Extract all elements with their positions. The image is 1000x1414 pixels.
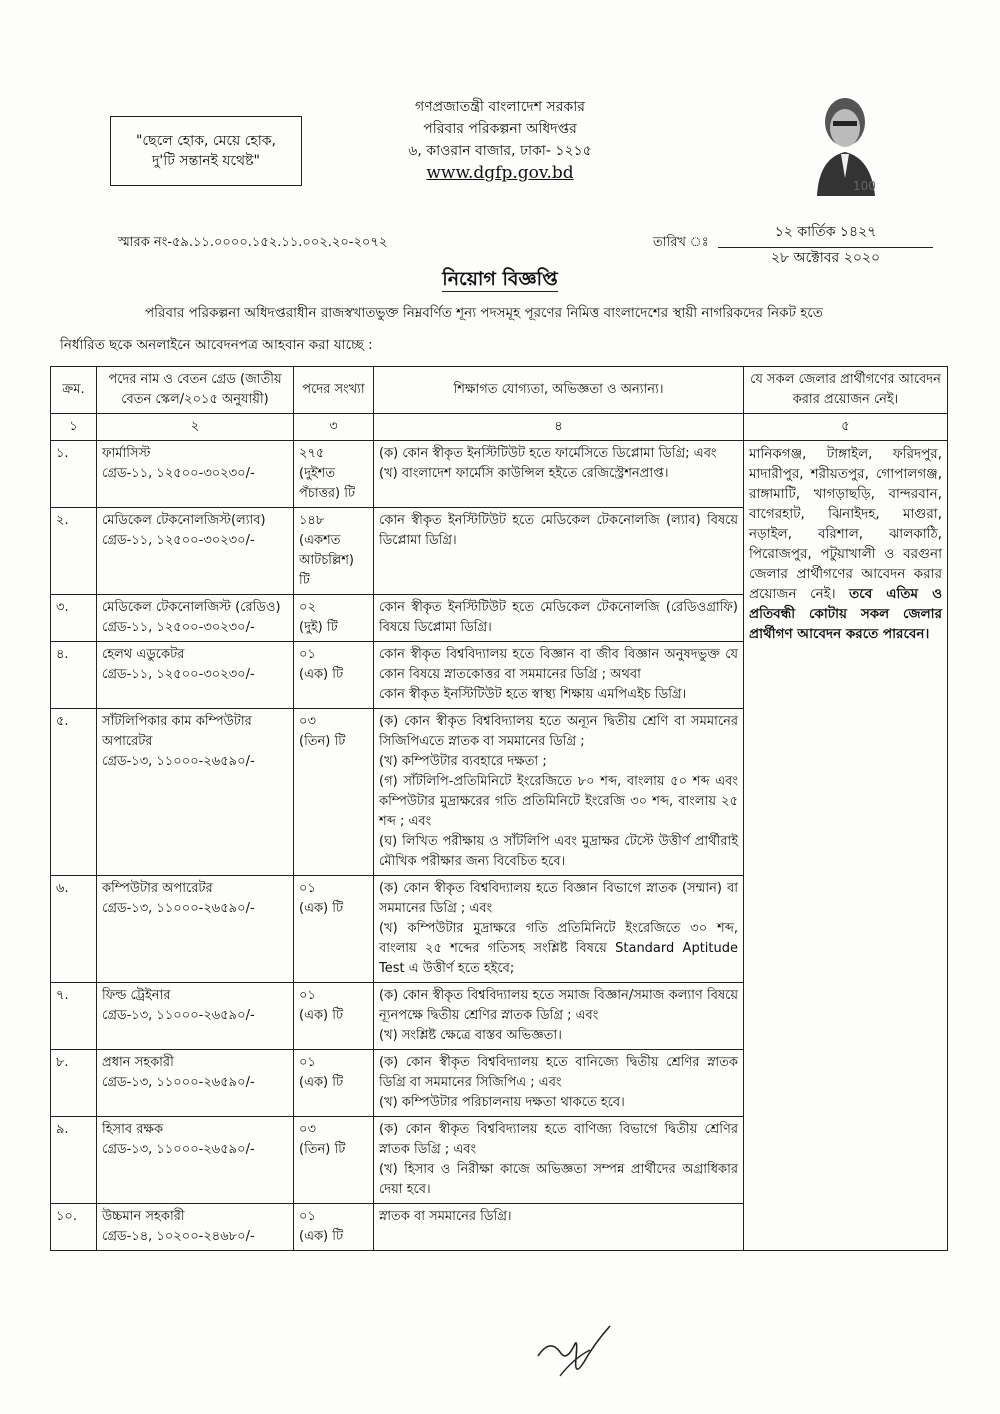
qualification-line: (খ) বাংলাদেশ ফার্মেসি কাউন্সিল হইতে রেজিস্ট্রেশনপ্রাপ্ত। [379,466,669,481]
qualification-line: (ক) কোন স্বীকৃত বিশ্ববিদ্যালয় হতে বাণিজ্য বিভাগে দ্বিতীয় শ্রেণির স্নাতক ডিগ্রি ; এবং [379,1122,738,1157]
row-post [97,876,294,983]
post-count-line: ১৪৮ [299,513,325,528]
column-number: ২ [97,414,294,441]
table-header-row [51,367,948,414]
header-government: গণপ্রজাতন্ত্রী বাংলাদেশ সরকার [415,99,585,115]
post-count-line: ০৩ [299,714,316,729]
row-qualification [374,642,744,709]
row-post [97,1050,294,1117]
row-qualification [374,441,744,508]
row-qualification [374,1204,744,1251]
slogan-line-1: "ছেলে হোক, মেয়ে হোক, [135,133,277,149]
post-name: মেডিকেল টেকনোলজিস্ট(ল্যাব) [102,513,266,528]
date-label: তারিখ ঃ [653,235,709,250]
header-post-grade: পদের নাম ও বেতন গ্রেড (জাতীয় বেতন স্কেল/২০১৫ অনুযায়ী) [97,367,294,414]
excluded-districts-cell [744,441,948,1251]
qualification-line: (ক) কোন স্বীকৃত ইনস্টিটিউট হতে ফার্মেসিতে ডিপ্লোমা ডিগ্রি; এবং [379,446,717,461]
pay-grade: গ্রেড-১১, ১২৫০০-৩০২৩০/- [102,667,255,682]
row-qualification [374,983,744,1050]
qualification-line: (ঘ) লিখিত পরীক্ষায় ও সাঁটলিপি এবং মুদ্রাক্ষর টেস্টে উত্তীর্ণ প্রার্থীরাই মৌখিক পরীক্ষার জন্য বিবেচিত হবে। [379,834,738,869]
header-post-count: পদের সংখ্যা [294,367,374,414]
row-serial: ৩. [51,595,97,642]
row-post [97,983,294,1050]
row-count [294,595,374,642]
column-number: ৩ [294,414,374,441]
quota-note: তবে এতিম ও প্রতিবন্ধী কোটায় সকল জেলার প্রার্থীগণ আবেদন করতে পারবেন। [749,586,943,642]
qualification-line: (খ) সংশ্লিষ্ট ক্ষেত্রে বাস্তব অভিজ্ঞতা। [379,1028,562,1043]
post-count-line: টি [299,573,310,588]
row-count [294,642,374,709]
row-qualification [374,709,744,876]
post-count-line: (তিন) টি [299,1142,346,1157]
signature [530,1318,620,1388]
post-name: হেলথ এডুকেটর [102,647,185,662]
post-count-line: (এক) টি [299,901,344,916]
qualification-line: কোন স্বীকৃত ইনস্টিটিউট হতে মেডিকেল টেকনোলজি (রেডিওগ্রাফি) বিষয়ে ডিপ্লোমা ডিগ্রি। [379,600,738,635]
row-post [97,1204,294,1251]
row-count [294,1204,374,1251]
post-count-line: ০৩ [299,1122,316,1137]
post-count-line: ২৭৫ [299,446,325,461]
post-count-line: (দুই) টি [299,620,338,635]
intro-line-1: পরিবার পরিকল্পনা অধিদপ্তরাধীন রাজস্বখাতভুক্ত নিম্নবর্ণিত শূন্য পদসমূহ পূরণের নিমিত্ত বাংলাদেশের স্থায়ী নাগরিকদের নিকট হতে [145,305,823,321]
post-name: প্রধান সহকারী [102,1055,174,1070]
row-serial: ৭. [51,983,97,1050]
intro-line-2: নির্ধারিত ছকে অনলাইনে আবেদনপত্র আহবান করা যাচ্ছে : [60,337,373,353]
row-serial: ৪. [51,642,97,709]
row-count [294,1050,374,1117]
post-count-line: ০১ [299,881,316,896]
post-name: সাঁটলিপিকার কাম কম্পিউটার অপারেটর [102,714,252,749]
header-website-link[interactable]: www.dgfp.gov.bd [426,163,574,183]
qualification-line: কোন স্বীকৃত বিশ্ববিদ্যালয় হতে বিজ্ঞান বা জীব বিজ্ঞান অনুষদভুক্ত যে কোন বিষয়ে স্নাতকোত্তর বা সমমানের ডিগ্রি ; অথবা [379,647,738,682]
qualification-line: কোন স্বীকৃত ইনস্টিটিউট হতে স্বাস্থ্য শিক্ষায় এমপিএইচ ডিগ্রি। [379,687,687,702]
slogan-line-2: দু'টি সন্তানই যথেষ্ট" [152,153,260,169]
row-qualification [374,595,744,642]
pay-grade: গ্রেড-১১, ১২৫০০-৩০২৩০/- [102,620,255,635]
post-count-line: (এক) টি [299,1229,344,1244]
row-serial: ৮. [51,1050,97,1117]
row-serial: ২. [51,508,97,595]
qualification-line: (খ) কম্পিউটার ব্যবহারে দক্ষতা ; [379,754,547,769]
vacancy-table [50,366,948,1251]
date-bangla: ১২ কার্তিক ১৪২৭ [718,220,933,248]
row-serial: ১০. [51,1204,97,1251]
post-count-line: ০২ [299,600,316,615]
post-count-line: আটচল্লিশ) [299,553,354,568]
row-count [294,441,374,508]
row-count [294,1117,374,1204]
notice-title [0,265,1000,297]
column-number-row [51,414,948,441]
row-post [97,441,294,508]
memo-number: স্মারক নং-৫৯.১১.০০০০.১৫২.১১.০০২.২০-২০৭২ [118,235,388,250]
qualification-line: (ক) কোন স্বীকৃত বিশ্ববিদ্যালয় হতে অন্যূন দ্বিতীয় শ্রেণি বা সমমানের সিজিপিএতে স্নাতক বা সমমানের ডিগ্রি ; [379,714,738,749]
office-header [350,96,650,184]
post-count-line: ০১ [299,1055,316,1070]
qualification-line: স্নাতক বা সমমানের ডিগ্রি। [379,1209,512,1224]
row-count [294,983,374,1050]
pay-grade: গ্রেড-১৪, ১০২০০-২৪৬৮০/- [102,1229,255,1244]
row-post [97,595,294,642]
qualification-line: (ক) কোন স্বীকৃত বিশ্ববিদ্যালয় হতে বানিজ্যে দ্বিতীয় শ্রেণির স্নাতক ডিগ্রি বা সমমানের সিজিপিএ ; এবং [379,1055,738,1090]
excluded-districts-text: মানিকগঞ্জ, টাঙ্গাইল, ফরিদপুর, মাদারীপুর, শরীয়তপুর, গোপালগঞ্জ, রাঙ্গামাটি, খাগড়াছড়ি, বান্দরবান, বাগেরহাট, ঝিনাইদহ, মাগুরা, নড়াইল, বরিশাল, ঝালকাঠি, পিরোজপুর, পটুয়াখালী ও বরগুনা জেলার প্রার্থীগণের আবেদন করার প্রয়োজন নেই। [749,446,942,602]
row-post [97,642,294,709]
post-count-line: (তিন) টি [299,734,346,749]
pay-grade: গ্রেড-১৩, ১১০০০-২৬৫৯০/- [102,901,255,916]
post-count-line: (এক) টি [299,667,344,682]
post-count-line: ০১ [299,647,316,662]
pay-grade: গ্রেড-১১, ১২৫০০-৩০২৩০/- [102,466,255,481]
row-qualification [374,876,744,983]
pay-grade: গ্রেড-১৩, ১১০০০-২৬৫৯০/- [102,1075,255,1090]
post-count-line: (দুইশত [299,466,336,481]
qualification-line: (ক) কোন স্বীকৃত বিশ্ববিদ্যালয় হতে বিজ্ঞান বিভাগে স্নাতক (সম্মান) বা সমমানের ডিগ্রি ; এবং [379,881,738,916]
pay-grade: গ্রেড-১১, ১২৫০০-৩০২৩০/- [102,533,255,548]
notice-title-text: নিয়োগ বিজ্ঞপ্তি [442,268,558,290]
header-excluded-districts: যে সকল জেলার প্রার্থীগণের আবেদন করার প্রয়োজন নেই। [744,367,948,414]
svg-text:100: 100 [853,179,876,193]
qualification-line: (গ) সাঁটলিপি-প্রতিমিনিটে ইংরেজিতে ৮০ শব্দ, বাংলায় ৫০ শব্দ এবং কম্পিউটার মুদ্রাক্ষরের গতি প্রতিমিনিটে ইংরেজি ৩০ শব্দ, বাংলায় ২৫ শব্দ ; এবং [379,774,738,829]
header-serial: ক্রম. [51,367,97,414]
pay-grade: গ্রেড-১৩, ১১০০০-২৬৫৯০/- [102,1142,255,1157]
post-count-line: (একশত [299,533,341,548]
row-qualification [374,1117,744,1204]
row-serial: ৬. [51,876,97,983]
row-count [294,709,374,876]
qualification-line: (খ) কম্পিউটার পরিচালনায় দক্ষতা থাকতে হবে। [379,1095,625,1110]
header-qualification: শিক্ষাগত যোগ্যতা, অভিজ্ঞতা ও অন্যান্য। [374,367,744,414]
qualification-line: (ক) কোন স্বীকৃত বিশ্ববিদ্যালয় হতে সমাজ বিজ্ঞান/সমাজ কল্যাণ বিষয়ে ন্যূনপক্ষে দ্বিতীয় শ্রেণির স্নাতক ডিগ্রি ; এবং [379,988,738,1023]
row-post [97,508,294,595]
qualification-line: কোন স্বীকৃত ইনস্টিটিউট হতে মেডিকেল টেকনোলজি (ল্যাব) বিষয়ে ডিপ্লোমা ডিগ্রি। [379,513,738,548]
post-name: ফার্মাসিস্ট [102,446,151,461]
post-count-line: ০১ [299,988,316,1003]
row-qualification [374,1050,744,1117]
row-serial: ৫. [51,709,97,876]
post-name: উচ্চমান সহকারী [102,1209,185,1224]
qualification-line: (খ) কম্পিউটার মুদ্রাক্ষরে গতি প্রতিমিনিটে ইংরেজিতে ৩০ শব্দ, বাংলায় ২৫ শব্দের গতিসহ সংশ্লিষ্ট বিষয়ে Standard Aptitude Test এ উত্তীর্ণ হতে হইবে; [379,921,738,976]
post-name: হিসাব রক্ষক [102,1122,164,1137]
date-english: ২৮ অক্টোবর ২০২০ [770,250,881,266]
row-post [97,1117,294,1204]
row-serial: ১. [51,441,97,508]
header-address: ৬, কাওরান বাজার, ঢাকা- ১২১৫ [408,143,592,159]
row-serial: ৯. [51,1117,97,1204]
row-count [294,508,374,595]
pay-grade: গ্রেড-১৩, ১১০০০-২৬৫৯০/- [102,1008,255,1023]
table-row [51,441,948,508]
mujib-portrait-logo [805,88,883,196]
post-count-line: পঁচাত্তর) টি [299,486,356,501]
row-post [97,709,294,876]
post-count-line: (এক) টি [299,1008,344,1023]
qualification-line: (খ) হিসাব ও নিরীক্ষা কাজে অভিজ্ঞতা সম্পন্ন প্রার্থীদের অগ্রাধিকার দেয়া হবে। [379,1162,738,1197]
slogan-box [110,116,302,186]
post-count-line: (এক) টি [299,1075,344,1090]
post-name: ফিল্ড ট্রেইনার [102,988,171,1003]
post-name: কম্পিউটার অপারেটর [102,881,213,896]
pay-grade: গ্রেড-১৩, ১১০০০-২৬৫৯০/- [102,754,255,769]
column-number: ১ [51,414,97,441]
column-number: ৪ [374,414,744,441]
post-count-line: ০১ [299,1209,316,1224]
header-directorate: পরিবার পরিকল্পনা অধিদপ্তর [423,121,577,137]
row-qualification [374,508,744,595]
column-number: ৫ [744,414,948,441]
row-count [294,876,374,983]
post-name: মেডিকেল টেকনোলজিস্ট (রেডিও) [102,600,281,615]
